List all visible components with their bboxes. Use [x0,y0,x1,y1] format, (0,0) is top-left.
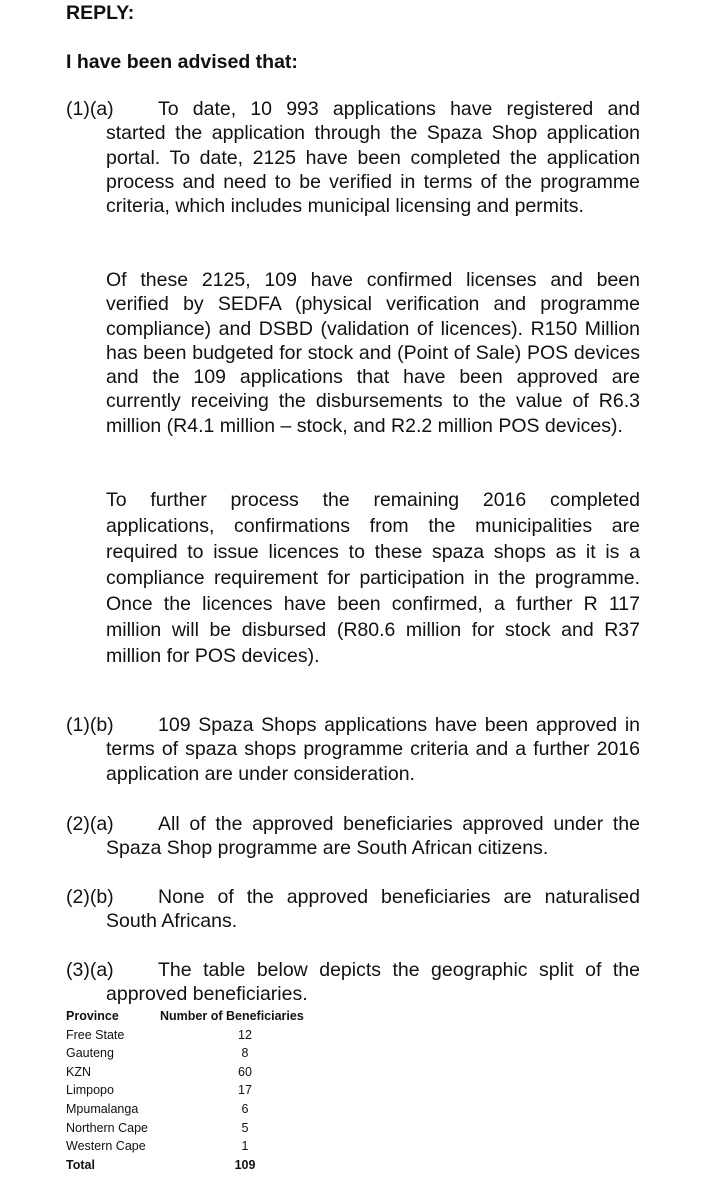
count-cell: 1 [241,1139,249,1154]
item-1a-paragraph-3: To further process the remaining 2016 completed applications, confirmations from the municipalities are required to issue licences to these spaza shops as it is a compliance requirement for participation in the programme. Once the licences have been confirmed, a further R 117 million will be disbursed (R80.6 million for stock and R37 million for POS devices). [106,489,640,667]
count-cell: 5 [241,1120,249,1135]
province-cell: Mpumalanga [66,1101,139,1116]
item-1a-paragraph-1-text: To date, 10 993 applications have registered and started the application through the Spaza Shop application portal. To date, 2125 have been completed the application process and need to be verified in terms of the programme criteria, which includes municipal licensing and permits. [106,98,640,218]
table-row [66,1137,330,1156]
table-row [66,1044,330,1063]
item-number-3a: (3)(a) [66,959,114,981]
count-cell: 17 [238,1083,252,1098]
table-row [66,1063,330,1082]
beneficiaries-table [66,1007,330,1174]
table-row [66,1026,330,1045]
item-3a-paragraph-text: The table below depicts the geographic split of the approved beneficiaries. [106,959,640,1006]
table-total-row [66,1156,330,1175]
item-1a-paragraph-2: Of these 2125, 109 have confirmed licenses and been verified by SEDFA (physical verification and programme compliance) and DSBD (validation of licences). R150 Million has been budgeted for stock and (Point of Sale) POS devices and the 109 applications that have been approved are currently receiving the disbursements to the value of R6.3 million (R4.1 million – stock, and R2.2 million POS devices). [106,269,640,437]
advised-heading: I have been advised that: [66,51,298,73]
item-number-2b: (2)(b) [66,886,114,908]
table-row [66,1081,330,1100]
item-2b-paragraph [106,885,640,934]
item-1a-paragraph-1 [106,97,640,218]
item-2a-paragraph-text: All of the approved beneficiaries approved under the Spaza Shop programme are South African citizens. [106,813,640,860]
item-3a-paragraph [106,958,640,1007]
count-cell: 8 [241,1046,249,1061]
province-cell: Gauteng [66,1046,114,1061]
item-1b-paragraph-text: 109 Spaza Shops applications have been approved in terms of spaza shops programme criteria and a further 2016 application are under consideration. [106,714,640,785]
item-number-1b: (1)(b) [66,714,114,736]
item-2b-paragraph-text: None of the approved beneficiaries are naturalised South Africans. [106,886,640,933]
count-cell: 6 [241,1101,249,1116]
column-header-province: Province [66,1009,119,1023]
province-cell: KZN [66,1064,91,1079]
province-cell: Free State [66,1027,125,1042]
table-row [66,1100,330,1119]
item-1b-paragraph [106,713,640,786]
province-cell: Limpopo [66,1083,114,1098]
total-count: 109 [234,1157,256,1172]
reply-heading: REPLY: [66,2,135,24]
column-header-count: Number of Beneficiaries [160,1009,304,1023]
province-cell: Western Cape [66,1139,146,1154]
count-cell: 12 [238,1027,252,1042]
table-header-row [66,1007,330,1026]
item-number-1a: (1)(a) [66,98,114,120]
item-2a-paragraph [106,812,640,861]
total-label: Total [66,1157,95,1172]
table-row [66,1119,330,1138]
item-number-2a: (2)(a) [66,813,114,835]
count-cell: 60 [238,1064,252,1079]
province-cell: Northern Cape [66,1120,148,1135]
